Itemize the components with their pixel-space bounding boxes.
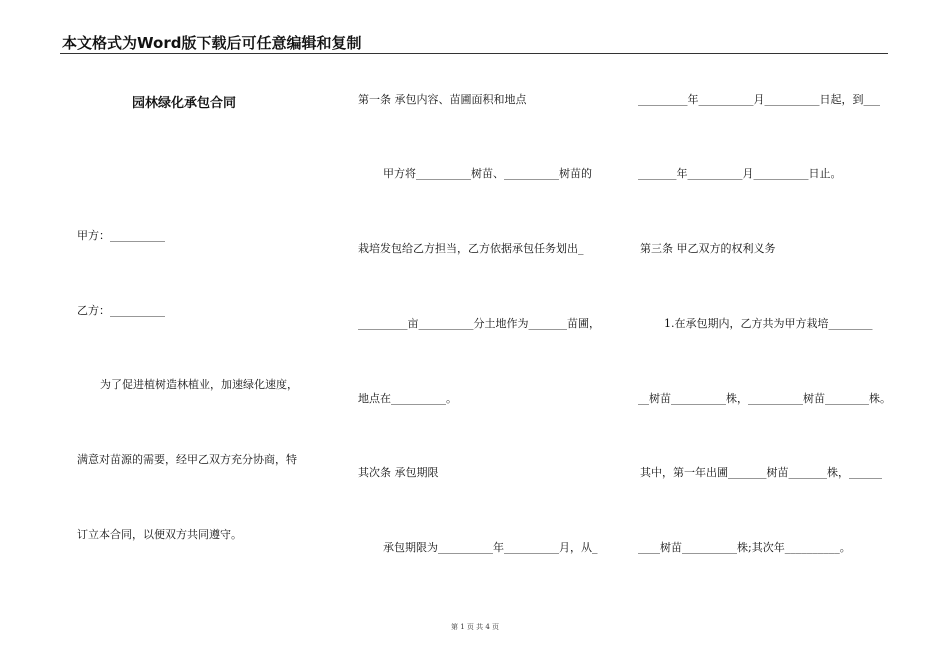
page-number-footer: 第 1 页 共 4 页	[450, 623, 500, 631]
article-2-heading: 其次条 承包期限	[358, 466, 439, 479]
article-1-heading: 第一条 承包内容、苗圃面积和地点	[358, 93, 527, 106]
article-1-line-2: 栽培发包给乙方担当，乙方依据承包任务划出_	[358, 242, 584, 255]
article-2-line-1: 承包期限为__________年__________月，从_	[383, 541, 598, 554]
preamble-line-3: 订立本合同，以便双方共同遵守。	[77, 528, 242, 541]
header-divider	[60, 53, 888, 54]
preamble-line-2: 满意对苗源的需要，经甲乙双方充分协商，特	[77, 453, 297, 466]
party-a-line: 甲方：__________	[77, 229, 165, 242]
article-1-line-3: _________亩__________分土地作为_______苗圃，	[358, 317, 600, 330]
article-1-line-4: 地点在__________。	[358, 392, 457, 405]
article-3-line-1: 1.在承包期内，乙方共为甲方栽培________	[664, 317, 873, 330]
article-1-line-1: 甲方将__________树苗、__________树苗的	[383, 167, 592, 180]
article-2-line-3: _______年__________月__________日止。	[638, 167, 842, 180]
article-3-line-3: 其中，第一年出圃_______树苗_______株，______	[640, 466, 882, 479]
article-3-line-4: ____树苗__________株;其次年__________。	[638, 541, 851, 554]
party-b-line: 乙方：__________	[77, 304, 165, 317]
article-3-line-2: __树苗__________株，__________树苗________株。	[638, 392, 891, 405]
document-title: 园林绿化承包合同	[132, 96, 237, 111]
download-notice-banner: 本文格式为Word版下载后可任意编辑和复制	[62, 34, 362, 52]
preamble-line-1: 为了促进植树造林植业，加速绿化速度，	[100, 378, 298, 391]
article-2-line-2: _________年__________月__________日起，到___	[638, 93, 880, 106]
article-3-heading: 第三条 甲乙双方的权利义务	[640, 242, 776, 255]
